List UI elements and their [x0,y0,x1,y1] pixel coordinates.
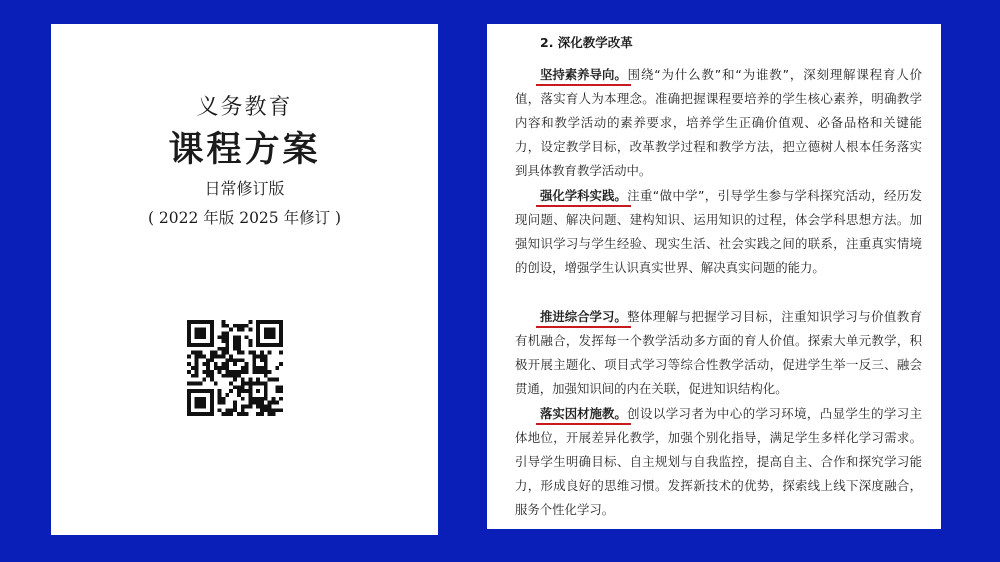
paragraph-body: 整体理解与把握学习目标，注重知识学习与价值教育有机融合，发挥每一个教学活动多方面的育人价值。探索大单元教学，积极开展主题化、项目式学习等综合性教学活动，促进学生举一反三、融会贯通，加强知识间的内在关联，促进知识结构化。 [515,309,922,396]
cover-title: 课程方案 [168,129,321,170]
paragraph-individualized-teaching [515,402,922,522]
paragraph-lead [540,66,627,84]
section-heading: 2. 深化教学改革 [540,35,633,50]
paragraph-lead [540,308,627,326]
red-underline [536,84,631,86]
paragraph-subject-practice [515,184,922,280]
paragraph-lead [540,405,627,423]
lead-text: 落实因材施教。 [540,406,627,421]
lead-text: 推进综合学习。 [540,309,627,324]
lead-text: 强化学科实践。 [540,188,627,203]
content-page-panel [487,24,941,529]
paragraph-body: 围绕“为什么教”和“为谁教”，深刻理解课程育人价值，落实育人为本理念。准确把握课程要培养的学生核心素养，明确教学内容和教学活动的素养要求，培养学生正确价值观、必备品格和关键能力，设定教学目标，改革教学过程和教学方法，把立德树人根本任务落实到具体教育教学活动中。 [515,67,922,178]
paragraph-literacy-orientation [515,63,922,183]
red-underline [536,326,631,328]
cover-version: ( 2022 年版 2025 年修订 ) [147,209,342,227]
book-cover-panel [51,24,438,535]
paragraph-integrated-learning [515,305,922,401]
cover-series: 义务教育 [196,95,293,120]
paragraph-body: 创设以学习者为中心的学习环境，凸显学生的学习主体地位，开展差异化教学，加强个别化指导，满足学生多样化学习需求。引导学生明确目标、自主规划与自我监控，提高自主、合作和探究学习能力，形成良好的思维习惯。发挥新技术的优势，探索线上线下深度融合，服务个性化学习。 [515,406,922,517]
red-underline [536,205,631,207]
lead-text: 坚持素养导向。 [540,67,627,82]
qr-code-icon [187,320,283,416]
cover-edition: 日常修订版 [204,179,285,198]
paragraph-body: 注重“做中学”，引导学生参与学科探究活动，经历发现问题、解决问题、建构知识、运用知识的过程，体会学科思想方法。加强知识学习与学生经验、现实生活、社会实践之间的联系，注重真实情境的创设，增强学生认识真实世界、解决真实问题的能力。 [515,188,922,275]
paragraph-lead [540,187,627,205]
red-underline [536,423,631,425]
